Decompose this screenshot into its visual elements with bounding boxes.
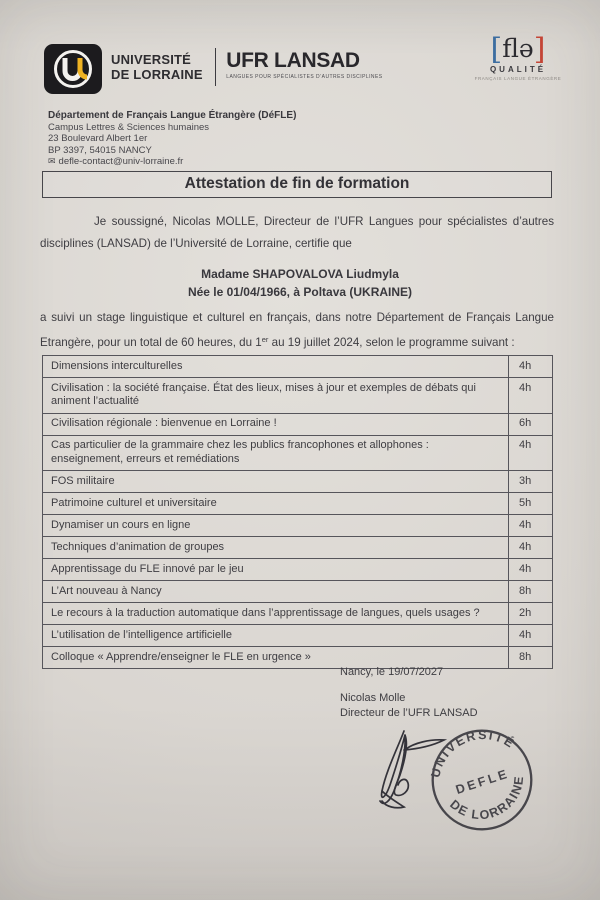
fle-bracket-left: [	[490, 32, 503, 67]
ufr-lansad-block	[226, 44, 382, 80]
course-label: Techniques d’animation de groupes	[43, 537, 509, 559]
fle-letters: flə	[502, 34, 534, 63]
recipient-birth: Née le 01/04/1966, à Poltava (UKRAINE)	[187, 284, 413, 299]
stamp-text-middle: DEFLE	[453, 766, 512, 797]
stamp-text-bottom: DE LORRAINE	[447, 774, 527, 823]
fle-logo-word	[462, 32, 574, 67]
course-label: L’Art nouveau à Nancy	[43, 581, 509, 603]
table-row	[43, 378, 553, 414]
stamp-text-top: UNIVERSITÉ	[428, 728, 518, 779]
program-text-part2: au 19 juillet 2024, selon le programme suivant :	[268, 336, 515, 349]
envelope-icon: ✉	[48, 156, 56, 166]
course-table	[42, 355, 553, 669]
ufr-subtitle: LANGUES POUR SPÉCIALISTES D’AUTRES DISCIPLINES	[226, 74, 383, 80]
universite-lorraine-logo-icon	[44, 44, 102, 94]
course-hours: 4h	[509, 435, 553, 471]
signer-title: Directeur de l’UFR LANSAD	[340, 707, 478, 719]
program-ordinal-sup: er	[261, 335, 269, 344]
signer-block	[340, 691, 478, 721]
fle-qualite-sublabel: FRANÇAIS LANGUE ÉTRANGÈRE	[474, 76, 562, 81]
sender-address	[48, 110, 296, 168]
sender-street: 23 Boulevard Albert 1er	[48, 133, 148, 144]
course-label: L’utilisation de l’intelligence artificielle	[43, 625, 509, 647]
course-label: Dimensions interculturelles	[43, 356, 509, 378]
table-row	[43, 515, 553, 537]
sender-department: Département de Français Langue Étrangère (DéFLE)	[48, 110, 297, 121]
fle-bracket-right: ]	[533, 32, 546, 67]
course-hours: 2h	[509, 603, 553, 625]
course-hours: 4h	[509, 537, 553, 559]
program-text-part1: a suivi un stage linguistique et culturel en français, dans notre Département de Français Langue Etrangère, pour un total de 60 heures, du 1	[40, 311, 554, 349]
intro-paragraph: Je soussigné, Nicolas MOLLE, Directeur de l’UFR Langues pour spécialistes d’autres disciplines (LANSAD) de l’Université de Lorraine, certifie que	[40, 215, 554, 250]
university-logo-block	[44, 44, 383, 94]
course-hours: 3h	[509, 471, 553, 493]
table-row	[43, 625, 553, 647]
table-row	[43, 581, 553, 603]
fle-qualite-logo	[462, 32, 574, 81]
recipient-block	[0, 266, 600, 301]
fle-qualite-label: QUALITÉ	[489, 65, 547, 74]
course-label: Le recours à la traduction automatique dans l’apprentissage de langues, quels usages ?	[43, 603, 509, 625]
table-row	[43, 356, 553, 378]
table-row	[43, 537, 553, 559]
university-name-line2: DE LORRAINE	[111, 67, 203, 82]
signer-name: Nicolas Molle	[340, 692, 406, 704]
course-hours: 4h	[509, 378, 553, 414]
sender-campus: Campus Lettres & Sciences humaines	[48, 121, 210, 133]
sender-postal: BP 3397, 54015 NANCY	[48, 144, 152, 156]
table-row	[43, 435, 553, 471]
table-row	[43, 603, 553, 625]
program-paragraph	[40, 307, 554, 354]
table-row	[43, 647, 553, 669]
course-label: Cas particulier de la grammaire chez les publics francophones et allophones : enseignement, erreurs et remédiations	[43, 435, 509, 471]
table-row	[43, 493, 553, 515]
course-hours: 6h	[509, 413, 553, 435]
course-label: Patrimoine culturel et universitaire	[43, 493, 509, 515]
place-date: Nancy, le 19/07/2027	[340, 666, 444, 678]
ufr-title: UFR LANSAD	[226, 49, 360, 72]
course-hours: 4h	[509, 625, 553, 647]
table-row	[43, 413, 553, 435]
table-row	[43, 559, 553, 581]
course-hours: 4h	[509, 356, 553, 378]
logo-divider	[215, 48, 217, 86]
university-name-line1: UNIVERSITÉ	[111, 52, 192, 67]
course-hours: 4h	[509, 515, 553, 537]
course-hours: 4h	[509, 559, 553, 581]
course-label: Colloque « Apprendre/enseigner le FLE en urgence »	[43, 647, 509, 669]
document-title: Attestation de fin de formation	[42, 171, 552, 198]
course-hours: 8h	[509, 581, 553, 603]
table-row	[43, 471, 553, 493]
course-label: Dynamiser un cours en ligne	[43, 515, 509, 537]
course-hours: 8h	[509, 647, 553, 669]
course-label: Apprentissage du FLE innové par le jeu	[43, 559, 509, 581]
course-label: Civilisation : la société française. État des lieux, mises à jour et exemples de débats qui animent l’actualité	[43, 378, 509, 414]
course-label: FOS militaire	[43, 471, 509, 493]
course-hours: 5h	[509, 493, 553, 515]
course-table-body	[43, 356, 553, 669]
recipient-name: Madame SHAPOVALOVA Liudmyla	[201, 267, 399, 281]
course-label: Civilisation régionale : bienvenue en Lorraine !	[43, 413, 509, 435]
university-name	[111, 44, 203, 82]
sender-email: defle-contact@univ-lorraine.fr	[58, 156, 184, 167]
